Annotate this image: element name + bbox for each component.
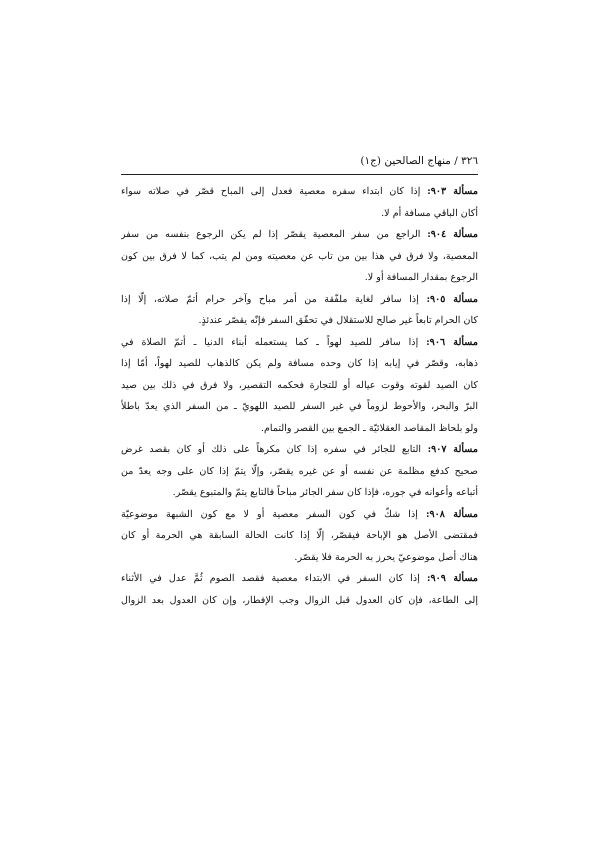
paragraph-line: ذهابه، وقصّر في إيابه إذا كان وحده مسافة ولم يكن كالذهاب للصيد لهواً، أمّا إذا — [121, 358, 478, 369]
paragraph-line: كان الصيد لقوته وقوت عياله أو للتجارة فحكمه التقصير، ولا فرق في ذلك بين صيد — [121, 379, 478, 391]
paragraph-line — [121, 439, 478, 461]
paragraph-line: صحيح كدفع مظلمة عن نفسه أو عن غيره يقصّر، وإلّا يتمّ إذا كان على وجه يعدّ من — [121, 465, 478, 477]
paragraph-text: التابع للجائر في سفره إذا كان مكرهاً على ذلك أو كان بقصد غرض — [121, 444, 422, 455]
issue-label: مسألة ٩٠٦: — [426, 336, 478, 348]
issue-label: مسألة ٩٠٧: — [427, 444, 478, 455]
paragraph-text: إذا كان السفر في الابتداء معصية فقصد الصوم ثُمَّ عدل في الأثناء — [121, 573, 420, 584]
page-header — [121, 152, 478, 175]
issue-908 — [121, 504, 478, 569]
paragraph-line: كان الحرام تابعاً غير صالح للاستقلال في تحقّق السفر فإنّه يقصّر عندئذٍ. — [198, 315, 478, 326]
paragraph-line: الرجوع بمقدار المسافة أو لا. — [364, 272, 478, 283]
paragraph-line: أكان الباقي مسافة أم لا. — [381, 207, 478, 219]
paragraph-text: إذا شكّ في كون السفر معصية أو لا مع كون الشبهة موضوعيّة — [121, 508, 418, 520]
paragraph-line: المعصية، ولا فرق في هذا بين من تاب عن معصيته ومن لم يتب، كما لا فرق بين كون — [121, 250, 478, 262]
issue-label: مسألة ٩٠٤: — [427, 229, 478, 240]
paragraph-line: فمقتضى الأصل هو الإباحة فيقصّر، إلّا إذا كانت الحالة السابقة هي الحرمة أو كان — [121, 530, 478, 541]
paragraph-line: هناك أصل موضوعيّ يحرز به الحرمة فلا يقصّر. — [294, 551, 478, 563]
issue-904 — [121, 224, 478, 289]
paragraph-text: الراجع من سفر المعصية يقصّر إذا لم يكن الرجوع بنفسه من سفر — [121, 229, 421, 240]
paragraph-text: إذا سافر لغاية ملفّقة من أمر مباح وآخر حرام أتمّ صلاته، إلّا إذا — [121, 293, 419, 305]
paragraph-line — [121, 568, 478, 590]
issue-label: مسألة ٩٠٥: — [426, 293, 478, 305]
paragraph-line: البرّ والبحر، والأحوط لزوماً في غير السفر للصيد اللهويّ ـ من السفر الذي يعدّ باطلاً — [121, 401, 478, 412]
paragraph-line — [121, 332, 478, 354]
paragraph-text: إذا كان ابتداء سفره معصية فعدل إلى المباح قصّر في صلاته سواء — [121, 186, 421, 197]
paragraph-line: أتباعه وأعوانه في جوره، فإذا كان سفر الجائر مباحاً فالتابع يتمّ والمتبوع يقصّر. — [172, 487, 478, 498]
issue-907 — [121, 439, 478, 504]
issue-label: مسألة ٩٠٩: — [426, 573, 478, 584]
issue-label: مسألة ٩٠٣: — [427, 186, 478, 197]
paragraph-line: ولو بلحاظ المقاصد العقلائيّة ـ الجمع بين القصر والتمام. — [260, 422, 478, 434]
issue-905 — [121, 289, 478, 332]
paragraph-line: إلى الطاعة، فإن كان العدول قبل الزوال وجب الإفطار، وإن كان العدول بعد الزوال — [121, 594, 478, 606]
paragraph-line — [121, 181, 478, 203]
issue-label: مسألة ٩٠٨: — [425, 508, 478, 520]
page-title: ٣٢٦ / منهاج الصالحين (ج١) — [360, 155, 478, 167]
paragraph-text: إذا سافر للصيد لهواً ـ كما يستعمله أبناء الدنيا ـ أتمّ الصلاة في — [121, 336, 419, 348]
paragraph-line — [121, 289, 478, 311]
document-body — [121, 181, 478, 611]
issue-906 — [121, 332, 478, 440]
document-page — [121, 152, 478, 611]
paragraph-line — [121, 224, 478, 246]
issue-909 — [121, 568, 478, 611]
issue-903 — [121, 181, 478, 224]
paragraph-line — [121, 504, 478, 526]
